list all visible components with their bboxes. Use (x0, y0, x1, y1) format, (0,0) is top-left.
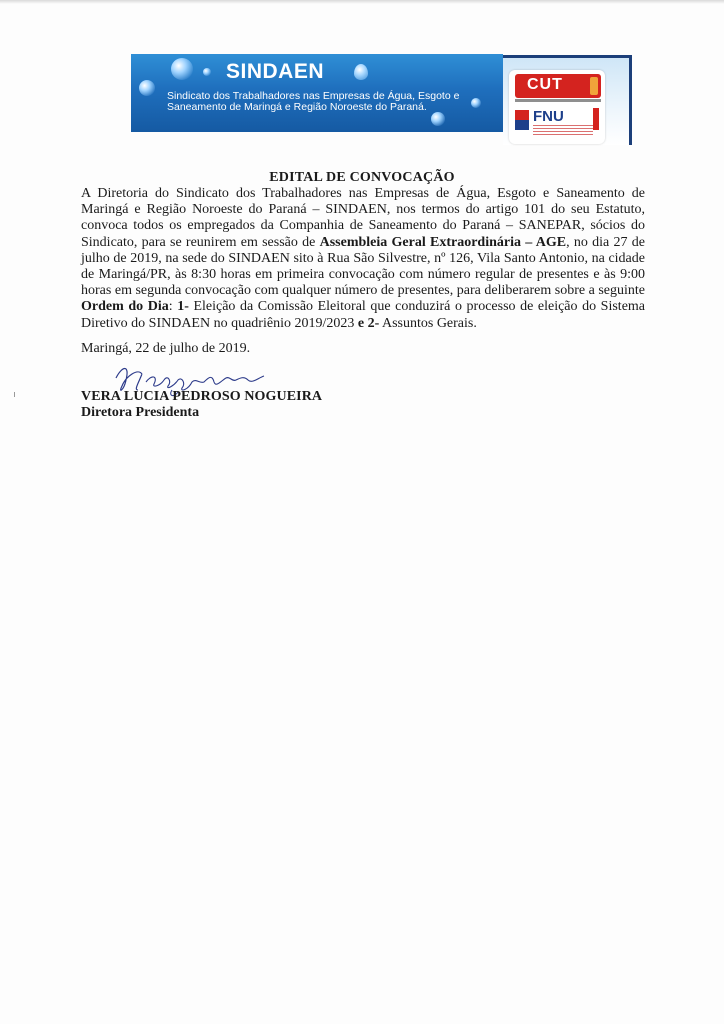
org-full-name: Sindicato dos Trabalhadores nas Empresas de Água, Esgoto e Saneamento de Maringá e Região Noroeste do Paraná. (167, 90, 460, 113)
water-bubble-icon (203, 68, 211, 76)
signer-name: VERA LUCIA PEDROSO NOGUEIRA (81, 389, 323, 404)
water-bubble-icon (139, 80, 155, 96)
org-acronym: SINDAEN (226, 60, 325, 83)
water-drop-icon (354, 64, 368, 80)
affiliation-logos (509, 70, 605, 144)
sindaen-banner (131, 54, 503, 132)
water-bubble-icon (171, 58, 193, 80)
assembly-name: Assembleia Geral Extraordinária – AGE (319, 234, 567, 250)
fnu-logo-text: FNU (533, 108, 564, 125)
cut-logo (515, 74, 601, 98)
document-date: Maringá, 22 de julho de 2019. (81, 341, 251, 356)
document-title: EDITAL DE CONVOCAÇÃO (269, 170, 455, 185)
document-body: A Diretoria do Sindicato dos Trabalhadores nas Empresas de Água, Esgoto e Saneamento de Maringá e Região Noroeste do Paraná – SINDAEN, nos termos do artigo 101 do seu Estatuto, convoca todos os empregados da Companhia de Saneamento do Paraná – SANEPAR, sócios do Sindicato, para se reunirem em sessão de Assembleia Geral Extraordinária – AGE, no dia 27 de julho de 2019, na sede do SINDAEN sito à Rua São Silvestre, nº 126, Vila Santo Antonio, na cidade de Maringá/PR, às 8:30 horas em primeira convocação com número regular de presentes e às 9:00 horas em segunda convocação com qualquer número de presentes, para deliberarem sobre a seguinte Ordem do Dia: 1- Eleição da Comissão Eleitoral que conduzirá o processo de eleição do Sistema Diretivo do SINDAEN no quadriênio 2019/2023 e 2- Assuntos Gerais. (81, 186, 646, 331)
cut-logo-text: CUT (527, 76, 563, 93)
signer-role: Diretora Presidenta (81, 405, 200, 420)
flag-icon (515, 110, 529, 130)
water-bubble-icon (431, 112, 445, 126)
fnu-logo (515, 108, 601, 140)
agenda-label: Ordem do Dia (81, 299, 169, 315)
scan-edge (0, 0, 724, 4)
